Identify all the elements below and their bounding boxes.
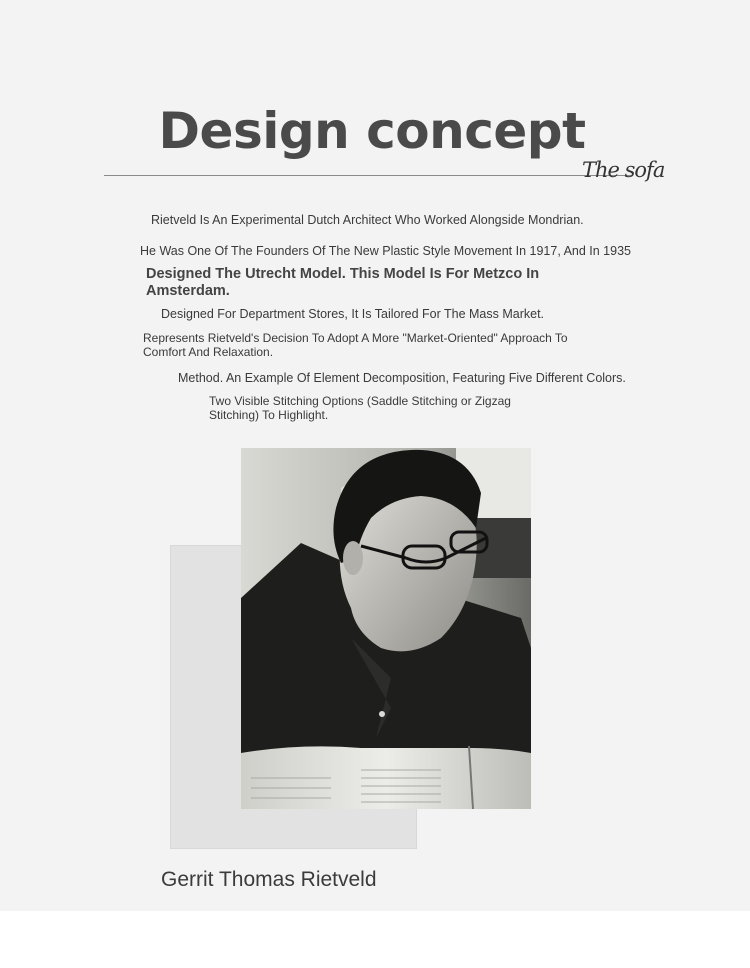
description-line-1: Rietveld Is An Experimental Dutch Architect Who Worked Alongside Mondrian.: [151, 213, 584, 227]
portrait-caption: Gerrit Thomas Rietveld: [161, 868, 377, 891]
description-line-5: Represents Rietveld's Decision To Adopt A More "Market-Oriented" Approach To Comfort And Relaxation.: [143, 331, 568, 359]
page-title: Design concept: [158, 102, 586, 160]
description-line-4: Designed For Department Stores, It Is Tailored For The Mass Market.: [161, 307, 545, 321]
portrait-photo: [241, 448, 531, 814]
title-divider: [104, 175, 632, 176]
description-line-6: Method. An Example Of Element Decomposition, Featuring Five Different Colors.: [178, 371, 626, 385]
description-line-2: He Was One Of The Founders Of The New Plastic Style Movement In 1917, And In 1935: [140, 244, 631, 258]
description-line-3: Designed The Utrecht Model. This Model Is For Metzco In Amsterdam.: [146, 266, 540, 300]
description-line-7: Two Visible Stitching Options (Saddle Stitching or Zigzag Stitching) To Highlight.: [209, 394, 511, 422]
signature-script: The sofa: [582, 158, 665, 182]
